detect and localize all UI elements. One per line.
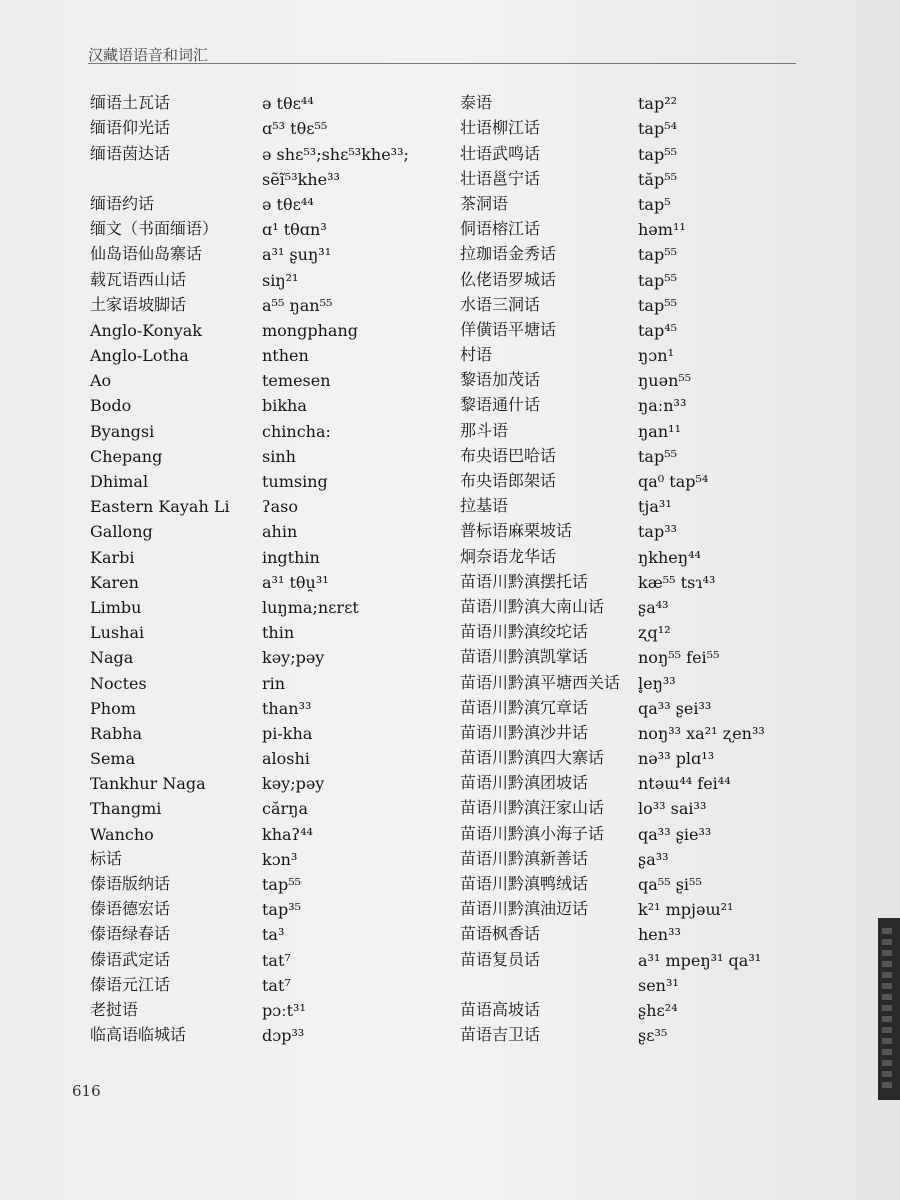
phonetic-form: ahin xyxy=(262,522,298,542)
phonetic-form: ntəɯ⁴⁴ fei⁴⁴ xyxy=(638,774,731,794)
entry-row xyxy=(460,214,788,239)
entry-row xyxy=(460,88,788,113)
phonetic-form: ʂa³³ xyxy=(638,849,669,869)
entry-row xyxy=(460,441,788,466)
dialect-name: 苗语川黔滇小海子话 xyxy=(460,823,605,843)
dialect-name: 黎语通什话 xyxy=(460,395,541,415)
phonetic-form: tja³¹ xyxy=(638,497,672,517)
dialect-name: Karbi xyxy=(90,547,135,567)
dialect-name: Ao xyxy=(90,371,112,391)
phonetic-form: sen³¹ xyxy=(638,975,679,995)
phonetic-form: ə tθɛ⁴⁴ xyxy=(262,94,314,114)
phonetic-form: sẽĩ⁵³khe³³ xyxy=(262,169,340,189)
dialect-name: 炯奈语龙华话 xyxy=(460,546,557,566)
phonetic-form: ʐq¹² xyxy=(638,623,671,643)
phonetic-form: tap⁵⁵ xyxy=(638,446,678,466)
entry-row xyxy=(90,567,452,592)
entry-row xyxy=(90,88,452,113)
entry-row xyxy=(460,415,788,440)
dialect-name: 壮语柳江话 xyxy=(460,118,541,138)
page-number: 616 xyxy=(72,1082,101,1100)
dialect-name: 苗语川黔滇汪家山话 xyxy=(460,798,605,818)
dialect-name: 布央语巴哈话 xyxy=(460,445,557,465)
entry-row xyxy=(460,516,788,541)
entry-row xyxy=(460,466,788,491)
dialect-name: 布央语郎架话 xyxy=(460,471,557,490)
phonetic-form: tap⁵⁵ xyxy=(638,295,678,315)
phonetic-form: tap⁵⁵ xyxy=(638,144,678,164)
phonetic-form: tap⁴⁵ xyxy=(638,320,678,340)
entry-row xyxy=(460,315,788,340)
entry-row xyxy=(90,944,452,969)
dialect-name: 苗语川黔滇摆托话 xyxy=(460,571,589,591)
phonetic-form: pi-kha xyxy=(262,723,313,743)
phonetic-form: ʂhɛ²⁴ xyxy=(638,1000,678,1020)
entry-row xyxy=(460,164,788,189)
phonetic-form: ə shɛ⁵³;shɛ⁵³khe³³; xyxy=(262,144,409,164)
phonetic-form: ŋuən⁵⁵ xyxy=(638,371,692,391)
entry-row xyxy=(460,390,788,415)
dialect-name: Bodo xyxy=(90,396,132,416)
dialect-name: 傣语德宏话 xyxy=(90,899,171,919)
entry-row xyxy=(460,718,788,743)
dialect-name: 土家语坡脚话 xyxy=(90,294,187,314)
entry-row xyxy=(90,290,452,315)
entry-row xyxy=(460,189,788,214)
entry-row xyxy=(460,793,788,818)
entry-row xyxy=(460,541,788,566)
phonetic-form: cărŋa xyxy=(262,799,308,819)
dialect-name: Lushai xyxy=(90,623,145,643)
phonetic-form: kɔn³ xyxy=(262,849,298,869)
phonetic-form: tap⁵ xyxy=(638,194,671,214)
entry-row xyxy=(90,919,452,944)
phonetic-form: chincha: xyxy=(262,421,331,441)
dialect-name: 苗语川黔滇团坡话 xyxy=(460,773,589,793)
phonetic-form: mongphang xyxy=(262,320,358,340)
phonetic-form: ʔaso xyxy=(262,497,298,517)
entry-row xyxy=(90,793,452,818)
dialect-name: 侗语榕江话 xyxy=(460,219,541,239)
entry-row xyxy=(460,995,788,1020)
phonetic-form: qa³³ ʂie³³ xyxy=(638,824,712,844)
entry-row xyxy=(460,567,788,592)
dialect-name: 壮语武鸣话 xyxy=(460,143,541,163)
entry-row xyxy=(90,818,452,843)
phonetic-form: lo³³ sai³³ xyxy=(638,799,707,819)
thumb-index-tab xyxy=(878,918,900,1100)
dialect-name: Gallong xyxy=(90,522,153,542)
phonetic-form: nthen xyxy=(262,346,309,366)
dialect-name: Sema xyxy=(90,749,136,769)
entry-row xyxy=(460,365,788,390)
phonetic-form: tat⁷ xyxy=(262,950,291,970)
phonetic-form: pɔːt³¹ xyxy=(262,1000,306,1020)
phonetic-form: ŋɔn¹ xyxy=(638,346,674,366)
dialect-name: 佯僙语平塘话 xyxy=(460,319,557,339)
phonetic-form: kæ⁵⁵ tsɿ⁴³ xyxy=(638,572,716,592)
phonetic-form: ingthin xyxy=(262,547,320,567)
entry-row xyxy=(90,693,452,718)
phonetic-form: kəy;pəy xyxy=(262,648,325,668)
entry-row xyxy=(460,693,788,718)
entry-row xyxy=(460,264,788,289)
phonetic-form: tap⁵⁴ xyxy=(638,119,678,139)
phonetic-form: tap³³ xyxy=(638,522,678,542)
dialect-name: Anglo-Konyak xyxy=(90,320,202,340)
phonetic-form: ʂɛ³⁵ xyxy=(638,1026,668,1046)
dialect-name: Phom xyxy=(90,698,136,718)
entry-row xyxy=(90,869,452,894)
dialect-name: Wancho xyxy=(90,824,154,844)
entry-row xyxy=(90,995,452,1020)
dialect-name: 缅文（书面缅语） xyxy=(90,219,219,239)
dialect-name: Eastern Kayah Li xyxy=(90,497,230,517)
entry-row xyxy=(460,818,788,843)
dialect-name: 壮语邕宁话 xyxy=(460,168,541,188)
entry-row xyxy=(90,239,452,264)
phonetic-form: rin xyxy=(262,673,286,693)
dialect-name: 苗语川黔滇新善话 xyxy=(460,848,589,868)
entry-row xyxy=(460,667,788,692)
dialect-name: 载瓦语西山话 xyxy=(90,269,187,289)
entry-row xyxy=(90,441,452,466)
dialect-name: 缅语土瓦话 xyxy=(90,93,171,113)
dialect-name: Noctes xyxy=(90,673,147,693)
phonetic-form: l̥eŋ³³ xyxy=(638,673,676,693)
phonetic-form: noŋ³³ xa²¹ ʐen³³ xyxy=(638,723,765,743)
dialect-name: Chepang xyxy=(90,446,163,466)
entry-row xyxy=(460,869,788,894)
dialect-name: Thangmi xyxy=(90,799,162,819)
phonetic-form: ta³ xyxy=(262,925,285,945)
phonetic-form: tăp⁵⁵ xyxy=(638,169,678,189)
dialect-name: 老挝语 xyxy=(90,999,139,1019)
phonetic-form: tap⁵⁵ xyxy=(638,270,678,290)
entry-row xyxy=(90,138,452,163)
dialect-name: Byangsi xyxy=(90,421,155,441)
entry-row xyxy=(460,642,788,667)
entry-row xyxy=(90,365,452,390)
dialect-name: 苗语复员话 xyxy=(460,949,541,969)
phonetic-form: ʂa⁴³ xyxy=(638,597,669,617)
phonetic-form: luŋma;nɛrɛt xyxy=(262,597,359,617)
dialect-name: Anglo-Lotha xyxy=(90,346,189,366)
entry-row xyxy=(90,667,452,692)
entry-row xyxy=(90,264,452,289)
phonetic-form: ŋkheŋ⁴⁴ xyxy=(638,547,701,567)
entry-row xyxy=(460,340,788,365)
entry-row xyxy=(90,743,452,768)
dialect-name: 苗语川黔滇油迈话 xyxy=(460,899,589,919)
dialect-name: Limbu xyxy=(90,597,142,617)
entry-row xyxy=(460,617,788,642)
dialect-name: 黎语加茂话 xyxy=(460,370,541,390)
entry-row xyxy=(90,541,452,566)
phonetic-form: temesen xyxy=(262,371,331,391)
phonetic-form: tap⁵⁵ xyxy=(262,875,302,894)
dialect-name: 苗语高坡话 xyxy=(460,999,541,1019)
entry-row xyxy=(460,743,788,768)
phonetic-form: khaʔ⁴⁴ xyxy=(262,824,313,844)
entry-row xyxy=(460,491,788,516)
phonetic-form: qa³³ ʂei³³ xyxy=(638,698,712,718)
dialect-name: Rabha xyxy=(90,723,143,743)
entry-row xyxy=(90,214,452,239)
phonetic-form: həm¹¹ xyxy=(638,220,686,240)
dialect-name: 苗语川黔滇四大寨话 xyxy=(460,748,605,768)
entry-continuation-row xyxy=(90,164,452,189)
entry-row xyxy=(90,768,452,793)
dialect-name: 苗语川黔滇鸭绒话 xyxy=(460,874,589,893)
phonetic-form: tat⁷ xyxy=(262,975,291,995)
dialect-name: 拉基语 xyxy=(460,496,509,516)
phonetic-form: ɑ⁵³ tθɛ⁵⁵ xyxy=(262,119,328,139)
phonetic-form: qa⁰ tap⁵⁴ xyxy=(638,472,709,491)
phonetic-form: nə³³ plɑ¹³ xyxy=(638,749,715,769)
entry-row xyxy=(90,340,452,365)
entry-continuation-row xyxy=(460,970,788,995)
phonetic-form: ə tθɛ⁴⁴ xyxy=(262,194,314,214)
phonetic-form: kəy;pəy xyxy=(262,774,325,794)
dialect-name: 苗语川黔滇冗章话 xyxy=(460,697,589,717)
dialect-name: 苗语吉卫话 xyxy=(460,1025,541,1045)
phonetic-form: dɔp³³ xyxy=(262,1026,305,1046)
entry-row xyxy=(90,642,452,667)
dialect-name: 茶洞语 xyxy=(460,193,509,213)
dialect-name: Tankhur Naga xyxy=(90,774,206,794)
dialect-name: 村语 xyxy=(460,345,493,365)
left-column xyxy=(90,88,452,1045)
entry-row xyxy=(90,315,452,340)
phonetic-form: than³³ xyxy=(262,698,312,718)
phonetic-form: sinh xyxy=(262,446,296,466)
entry-row xyxy=(90,415,452,440)
dialect-name: 仫佬语罗城话 xyxy=(460,269,557,289)
right-column xyxy=(460,88,788,1045)
dialect-name: Naga xyxy=(90,648,134,668)
header-rule xyxy=(88,63,796,64)
dialect-name: 那斗语 xyxy=(460,420,509,440)
dialect-name: 苗语川黔滇凯掌话 xyxy=(460,647,589,667)
dialect-name: 苗语枫香话 xyxy=(460,924,541,944)
phonetic-form: a⁵⁵ ŋan⁵⁵ xyxy=(262,295,333,315)
entry-row xyxy=(460,894,788,919)
phonetic-form: tap³⁵ xyxy=(262,900,302,920)
phonetic-form: ŋan¹¹ xyxy=(638,421,681,441)
entry-row xyxy=(460,944,788,969)
phonetic-form: tap⁵⁵ xyxy=(638,245,678,265)
dialect-name: 临高语临城话 xyxy=(90,1025,187,1045)
entry-row xyxy=(90,390,452,415)
dialect-name: Karen xyxy=(90,572,139,592)
dialect-name: 仙岛语仙岛寨话 xyxy=(90,244,203,264)
phonetic-form: a³¹ mpeŋ³¹ qa³¹ xyxy=(638,950,762,970)
phonetic-form: a³¹ tθu̯³¹ xyxy=(262,572,329,592)
dialect-name: 苗语川黔滇沙井话 xyxy=(460,722,589,742)
dialect-name: 缅语仰光话 xyxy=(90,118,171,138)
entry-row xyxy=(90,189,452,214)
phonetic-form: tumsing xyxy=(262,472,328,491)
entry-row xyxy=(460,239,788,264)
dialect-name: 缅语茵达话 xyxy=(90,143,171,163)
dialect-name: 傣语武定话 xyxy=(90,949,171,969)
dialect-name: 标话 xyxy=(90,848,123,868)
dialect-name: 傣语版纳话 xyxy=(90,874,171,893)
phonetic-form: ŋaːn³³ xyxy=(638,396,687,416)
entry-row xyxy=(460,138,788,163)
entry-row xyxy=(90,113,452,138)
phonetic-form: hen³³ xyxy=(638,925,681,945)
dialect-name: 泰语 xyxy=(460,93,493,113)
dialect-name: 苗语川黔滇绞坨话 xyxy=(460,622,589,642)
entry-row xyxy=(90,894,452,919)
entry-row xyxy=(90,844,452,869)
dialect-name: 傣语绿春话 xyxy=(90,924,171,944)
entry-row xyxy=(460,919,788,944)
dialect-name: 缅语约话 xyxy=(90,193,155,213)
phonetic-form: k²¹ mpjəɯ²¹ xyxy=(638,900,734,920)
entry-row xyxy=(90,592,452,617)
entry-row xyxy=(460,1020,788,1045)
phonetic-form: ɑ¹ tθɑn³ xyxy=(262,220,327,240)
dialect-name: 拉珈语金秀话 xyxy=(460,244,557,264)
phonetic-form: a³¹ ʂuŋ³¹ xyxy=(262,245,332,265)
entry-row xyxy=(90,970,452,995)
dialect-name: Dhimal xyxy=(90,472,149,491)
dialect-name: 苗语川黔滇平塘西关话 xyxy=(460,672,621,692)
entry-row xyxy=(460,844,788,869)
phonetic-form: aloshi xyxy=(262,749,310,769)
dialect-name: 普标语麻栗坡话 xyxy=(460,521,573,541)
entry-row xyxy=(460,592,788,617)
entry-row xyxy=(90,1020,452,1045)
phonetic-form: siŋ²¹ xyxy=(262,270,299,290)
phonetic-form: bikha xyxy=(262,396,307,416)
dialect-name: 傣语元江话 xyxy=(90,974,171,994)
entry-row xyxy=(460,113,788,138)
phonetic-form: thin xyxy=(262,623,295,643)
phonetic-form: qa⁵⁵ ʂi⁵⁵ xyxy=(638,875,702,894)
entry-row xyxy=(460,768,788,793)
entry-row xyxy=(90,466,452,491)
dialect-name: 苗语川黔滇大南山话 xyxy=(460,596,605,616)
entry-row xyxy=(460,290,788,315)
entry-row xyxy=(90,718,452,743)
phonetic-form: noŋ⁵⁵ fei⁵⁵ xyxy=(638,648,720,668)
phonetic-form: tap²² xyxy=(638,94,678,114)
entry-row xyxy=(90,617,452,642)
entry-row xyxy=(90,491,452,516)
entry-row xyxy=(90,516,452,541)
running-header: 汉藏语语音和词汇 xyxy=(88,46,209,64)
dialect-name: 水语三洞话 xyxy=(460,294,541,314)
